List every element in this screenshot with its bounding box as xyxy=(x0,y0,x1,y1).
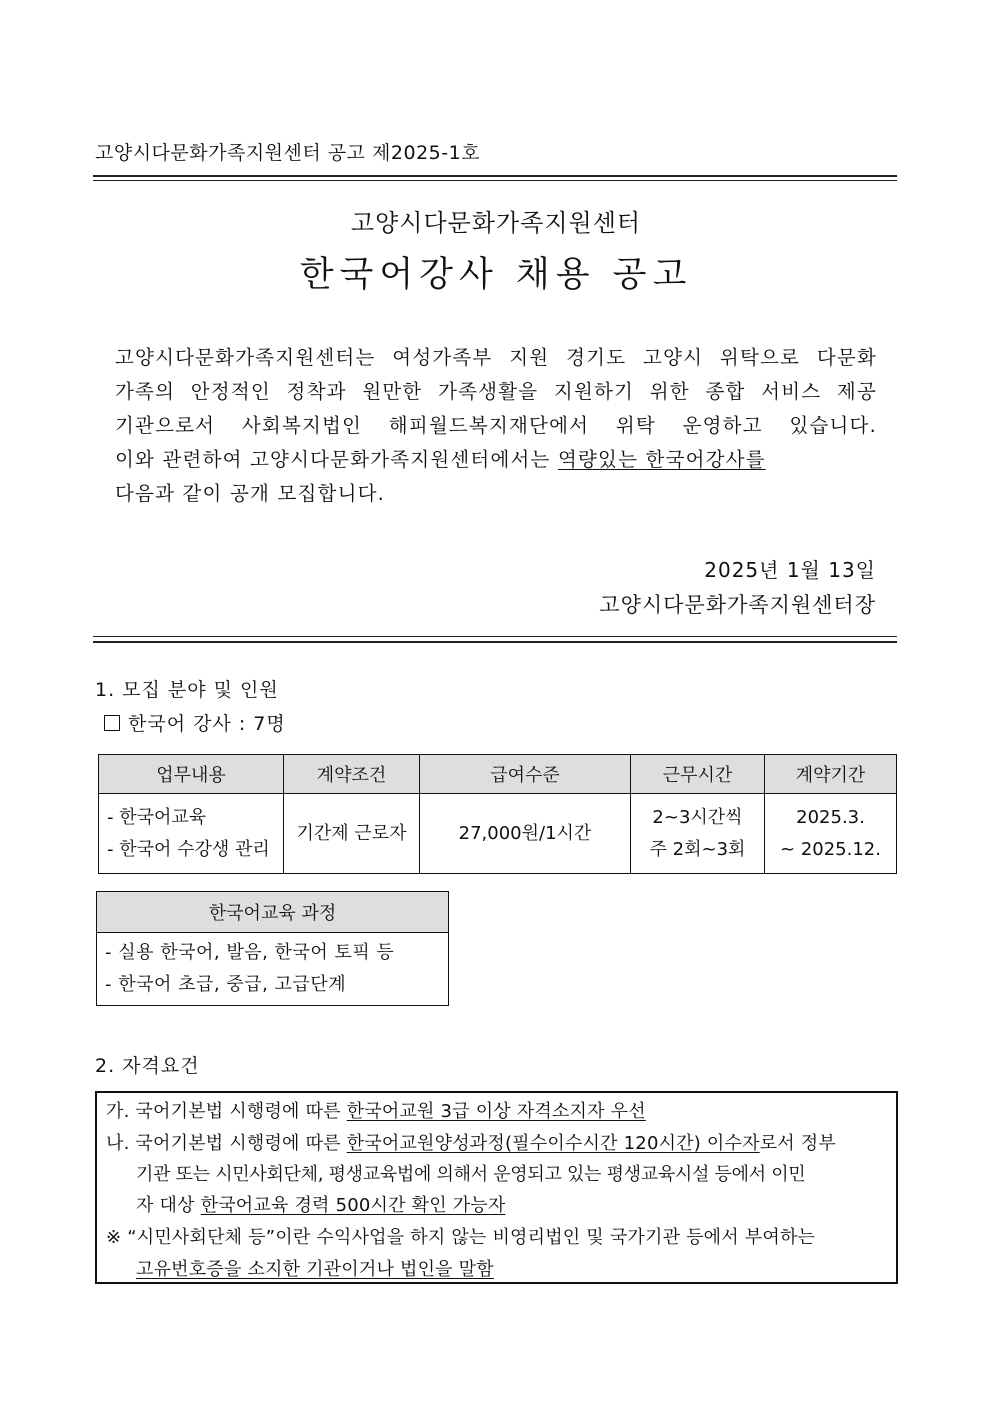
cell-line: - 한국어 초급, 중급, 고급단계 xyxy=(105,974,347,995)
req-text: 자 대상 xyxy=(136,1195,201,1216)
page-title: 한국어강사 채용 공고 xyxy=(299,255,693,295)
requirements-box xyxy=(95,1091,898,1284)
section-2-title: 2. 자격요건 xyxy=(95,1055,200,1077)
recruit-item xyxy=(104,709,286,736)
divider xyxy=(93,641,897,643)
duties-cell xyxy=(99,794,284,874)
column-header: 근무시간 xyxy=(631,755,765,794)
intro-line: 고양시다문화가족지원센터는 여성가족부 지원 경기도 고양시 위탁으로 다문화 xyxy=(115,346,877,369)
section-1-title: 1. 모집 분야 및 인원 xyxy=(95,679,279,701)
course-header: 한국어교육 과정 xyxy=(97,892,449,933)
salary-cell: 27,000원/1시간 xyxy=(420,794,631,874)
requirement-b-line: 기관 또는 시민사회단체, 평생교육법에 의해서 운영되고 있는 평생교육시설 등에서 이민 xyxy=(136,1164,806,1185)
table-row xyxy=(99,794,897,874)
requirement-note-line: 고유번호증을 소지한 기관이거나 법인을 말함 xyxy=(136,1259,494,1280)
hours-cell xyxy=(631,794,765,874)
cell-line: 2~3시간씩 xyxy=(652,806,743,828)
intro-text: 이와 관련하여 고양시다문화가족지원센터에서는 xyxy=(115,448,558,471)
req-highlight: 한국어교원양성과정(필수이수시간 120시간) 이수자 xyxy=(346,1133,760,1154)
condition-cell: 기간제 근로자 xyxy=(284,794,420,874)
divider xyxy=(93,175,897,177)
recruit-item-label: 한국어 강사 : 7명 xyxy=(128,713,286,735)
requirement-a xyxy=(106,1097,646,1123)
intro-line: 다음과 같이 공개 모집합니다. xyxy=(115,482,386,505)
intro-line: 기관으로서 사회복지법인 해피월드복지재단에서 위탁 운영하고 있습니다. xyxy=(115,414,877,437)
column-header: 업무내용 xyxy=(99,755,284,794)
divider xyxy=(93,636,897,637)
intro-line: 가족의 안정적인 정착과 원만한 가족생활을 지원하기 위한 종합 서비스 제공 xyxy=(115,380,877,403)
checkbox-square-icon xyxy=(104,715,120,731)
req-text: 가. 국어기본법 시행령에 따른 xyxy=(106,1101,347,1122)
req-highlight: 한국어교육 경력 500시간 확인 가능자 xyxy=(200,1195,506,1216)
period-cell xyxy=(765,794,897,874)
cell-line: 주 2회~3회 xyxy=(649,838,746,860)
signer: 고양시다문화가족지원센터장 xyxy=(599,593,876,617)
req-text: 나. 국어기본법 시행령에 따른 xyxy=(106,1133,347,1154)
table-header-row xyxy=(97,892,449,933)
notice-date: 2025년 1월 13일 xyxy=(704,558,876,582)
cell-line: - 한국어 수강생 관리 xyxy=(107,838,270,860)
table-row xyxy=(97,933,449,1006)
cell-line: 2025.3. xyxy=(796,806,865,828)
course-cell xyxy=(97,933,449,1006)
column-header: 급여수준 xyxy=(420,755,631,794)
table-header-row xyxy=(99,755,897,794)
req-text: 로서 정부 xyxy=(759,1133,836,1154)
requirement-b-line xyxy=(136,1191,505,1217)
column-header: 계약조건 xyxy=(284,755,420,794)
requirement-note: ※ “시민사회단체 등”이란 수익사업을 하지 않는 비영리법인 및 국가기관 등에서 부여하는 xyxy=(106,1227,816,1248)
req-highlight: 한국어교원 3급 이상 자격소지자 우선 xyxy=(346,1101,646,1122)
course-table xyxy=(96,891,449,1006)
cell-line: - 실용 한국어, 발음, 한국어 토픽 등 xyxy=(105,942,395,963)
requirement-b xyxy=(106,1129,836,1155)
notice-number: 고양시다문화가족지원센터 공고 제2025-1호 xyxy=(95,142,481,164)
column-header: 계약기간 xyxy=(765,755,897,794)
org-title: 고양시다문화가족지원센터 xyxy=(350,209,642,237)
intro-line xyxy=(115,444,877,472)
cell-line: - 한국어교육 xyxy=(107,806,207,828)
intro-highlight: 역량있는 한국어강사를 xyxy=(557,448,766,471)
recruit-table xyxy=(98,754,897,874)
divider xyxy=(93,180,897,181)
cell-line: ~ 2025.12. xyxy=(780,838,881,860)
